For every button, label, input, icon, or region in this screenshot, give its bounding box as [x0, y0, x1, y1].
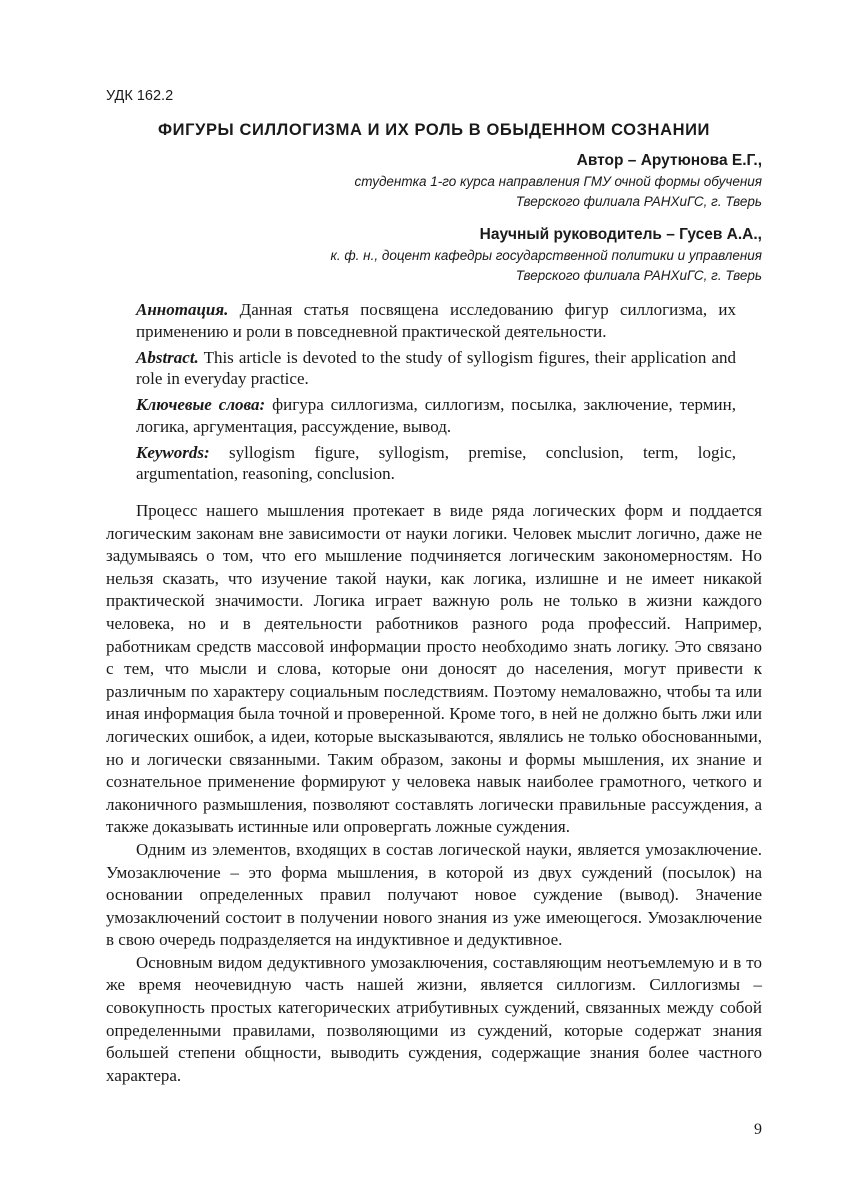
annotation-ru [136, 299, 736, 342]
keywords-ru-text: фигура силлогизма, силлогизм, посылка, заключение, термин, логика, аргументация, рассуждение, вывод. [136, 395, 736, 436]
supervisor-affiliation-line: Тверского филиала РАНХиГС, г. Тверь [515, 268, 762, 283]
body-paragraph: Процесс нашего мышления протекает в виде ряда логических форм и поддается логическим законам вне зависимости от науки логики. Человек мыслит логично, даже не задумываясь о том, что его мышление подчиняется логическим закономерностям. Но нельзя сказать, что изучение такой науки, как логика, излишне и не имеет никакой практической значимости. Логика играет важную роль не только в жизни каждого человека, но и в деятельности работников разного рода профессий. Например, работникам средств массовой информации просто необходимо знать логику. Это связано с тем, что мысли и слова, которые они доносят до населения, могут привести к различным по характеру социальным последствиям. Поэтому немаловажно, чтобы та или иная информация была точной и проверенной. Кроме того, в ней не должно быть лжи или логических ошибок, а идеи, которые высказываются, являлись не только обоснованными, но и логически связанными. Таким образом, законы и формы мышления, их знание и сознательное применение формируют у человека навык наиболее грамотного, четкого и лаконичного размышления, позволяют составлять логически правильные рассуждения, а также доказывать истинные или опровергать ложные суждения. [106, 501, 762, 837]
article-page [106, 0, 762, 1199]
author-name: Автор – Арутюнова Е.Г., [576, 152, 762, 169]
udk-code: УДК 162.2 [106, 88, 174, 104]
keywords-en-label: Keywords: [136, 442, 210, 462]
annotation-ru-label: Аннотация. [136, 300, 229, 319]
keywords-ru [136, 394, 736, 437]
annotation-ru-text: Данная статья посвящена исследованию фигур силлогизма, их применению и роли в повседневной практической деятельности. [136, 300, 736, 341]
body-paragraph: Одним из элементов, входящих в состав логической науки, является умозаключение. Умозаключение – это форма мышления, в которой из двух суждений (посылок) на основании определенных правил получают новое суждение (вывод). Значение умозаключений состоит в получении нового знания из уже имеющегося. Умозаключение в свою очередь подразделяется на индуктивное и дедуктивное. [106, 839, 762, 950]
body-paragraph: Основным видом дедуктивного умозаключения, составляющим неотъемлемую и в то же время неочевидную часть нашей жизни, является силлогизм. Силлогизмы – совокупность простых категорических атрибутивных суждений, связанных между собой определенными правилами, позволяющими из суждений, которые содержат знания большей степени общности, выводить суждения, содержащие знания более частного характера. [106, 952, 762, 1085]
supervisor-affiliation-line: к. ф. н., доцент кафедры государственной политики и управления [330, 248, 762, 263]
article-title: ФИГУРЫ СИЛЛОГИЗМА И ИХ РОЛЬ В ОБЫДЕННОМ СОЗНАНИИ [157, 121, 711, 139]
supervisor-entry [106, 224, 762, 286]
author-affiliation-line: студентка 1-го курса направления ГМУ очной формы обучения [354, 174, 762, 189]
abstract-block [136, 299, 736, 489]
annotation-en [136, 347, 736, 390]
page-number: 9 [754, 1121, 762, 1138]
keywords-en [136, 442, 736, 485]
annotation-en-label: Abstract. [136, 347, 199, 367]
author-entry [106, 150, 762, 212]
authors-block [106, 150, 762, 286]
keywords-en-text: syllogism figure, syllogism, premise, conclusion, term, logic, argumentation, reasoning, conclusion. [136, 442, 736, 483]
supervisor-name: Научный руководитель – Гусев А.А., [479, 226, 762, 243]
author-affiliation-line: Тверского филиала РАНХиГС, г. Тверь [515, 194, 762, 209]
annotation-en-text: This article is devoted to the study of syllogism figures, their application and role in everyday practice. [136, 347, 736, 388]
article-body [106, 500, 762, 1087]
keywords-ru-label: Ключевые слова: [136, 395, 266, 414]
